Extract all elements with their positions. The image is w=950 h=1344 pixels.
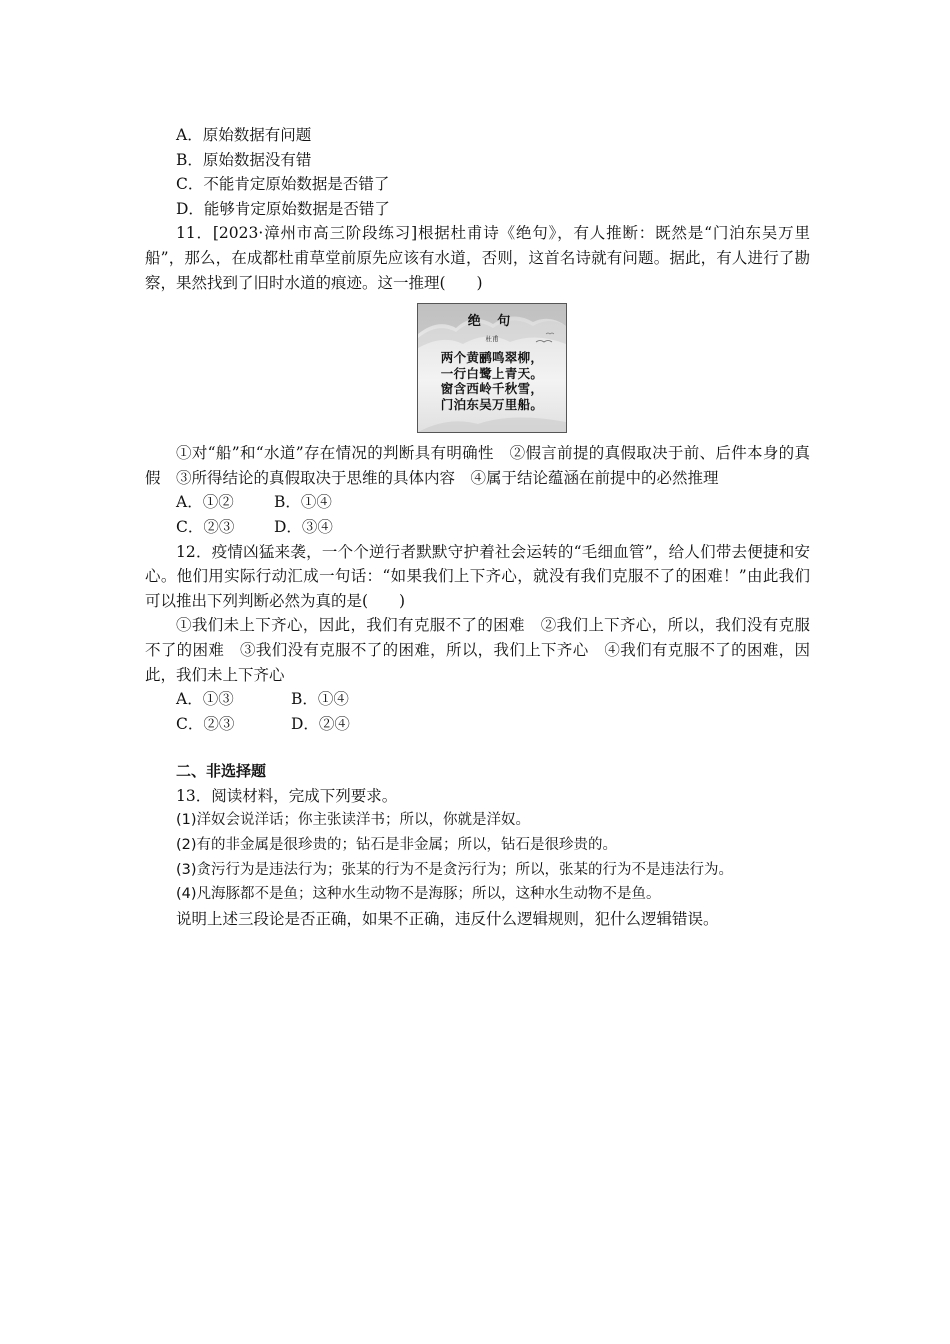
poem-author: 杜甫 [485,335,499,344]
q13-item-1: (1)洋奴会说洋话；你主张读洋书；所以，你就是洋奴。 [176,812,531,829]
q11-statements: ①对“船”和“水道”存在情况的判断具有明确性 ②假言前提的真假取决于前、后件本身的真假 ③所得结论的真假取决于思维的具体内容 ④属于结论蕴涵在前提中的必然推理 [145,444,810,487]
poem-lines [418,350,566,412]
q12-option-b: B．①④ [291,690,349,709]
document-page [145,123,810,931]
poem-line: 两个黄鹂鸣翠柳， [440,350,544,366]
q13-item-3: (3)贪污行为是违法行为；张某的行为不是贪污行为；所以，张某的行为不是违法行为。 [176,861,734,878]
q12-options-row-1 [145,687,810,712]
poem-line: 一行白鹭上青天。 [440,365,544,381]
q10-option-c: C．不能肯定原始数据是否错了 [176,175,390,194]
q11-option-b: B．①④ [274,493,332,512]
q12-statements: ①我们未上下齐心，因此，我们有克服不了的困难 ②我们上下齐心，所以，我们没有克服不了的困难 ③我们没有克服不了的困难，所以，我们上下齐心 ④我们有克服不了的困难，因此，我们未上下齐心 [145,616,810,684]
q11-option-a: A．①② [176,493,234,512]
q12-option-d: D．②④ [291,714,350,733]
q12-stem: 12．疫情凶猛来袭，一个个逆行者默默守护着社会运转的“毛细血管”，给人们带去便捷和安心。他们用实际行动汇成一句话：“如果我们上下齐心，就没有我们克服不了的困难！”由此我们可以推出下列判断必然为真的是( ) [145,542,810,610]
poem-line: 门泊东吴万里船。 [440,396,544,412]
section-title: 二、非选择题 [176,762,267,781]
q12-option-c: C．②③ [176,714,235,733]
q13-question: 说明上述三段论是否正确，如果不正确，违反什么逻辑规则，犯什么逻辑错误。 [176,909,719,928]
poem-title: 绝 句 [467,314,517,330]
q10-option-a: A．原始数据有问题 [176,126,312,144]
q10-option-d: D．能够肯定原始数据是否错了 [176,199,390,218]
q11-stem: 11．[2023·漳州市高三阶段练习]根据杜甫诗《绝句》，有人推断：既然是“门泊东吴万里船”，那么，在成都杜甫草堂前原先应该有水道，否则，这首名诗就有问题。据此，有人进行了勘察，果然找到了旧时水道的痕迹。这一推理( ) [145,224,810,292]
poem-line: 窗含西岭千秋雪， [440,381,544,397]
q10-option-b: B．原始数据没有错 [176,150,312,169]
q13-stem: 13．阅读材料，完成下列要求。 [176,786,398,805]
q11-options-row-2 [145,515,810,540]
q13-item-4: (4)凡海豚都不是鱼；这种水生动物不是海豚；所以，这种水生动物不是鱼。 [176,886,661,903]
q12-options-row-2 [145,712,810,737]
q13-item-2: (2)有的非金属是很珍贵的；钻石是非金属；所以，钻石是很珍贵的。 [176,837,618,854]
q11-option-d: D．③④ [274,517,333,536]
q11-options-row-1 [145,490,810,515]
q12-option-a: A．①③ [176,690,234,709]
q11-option-c: C．②③ [176,517,235,536]
poem-image [417,303,567,433]
